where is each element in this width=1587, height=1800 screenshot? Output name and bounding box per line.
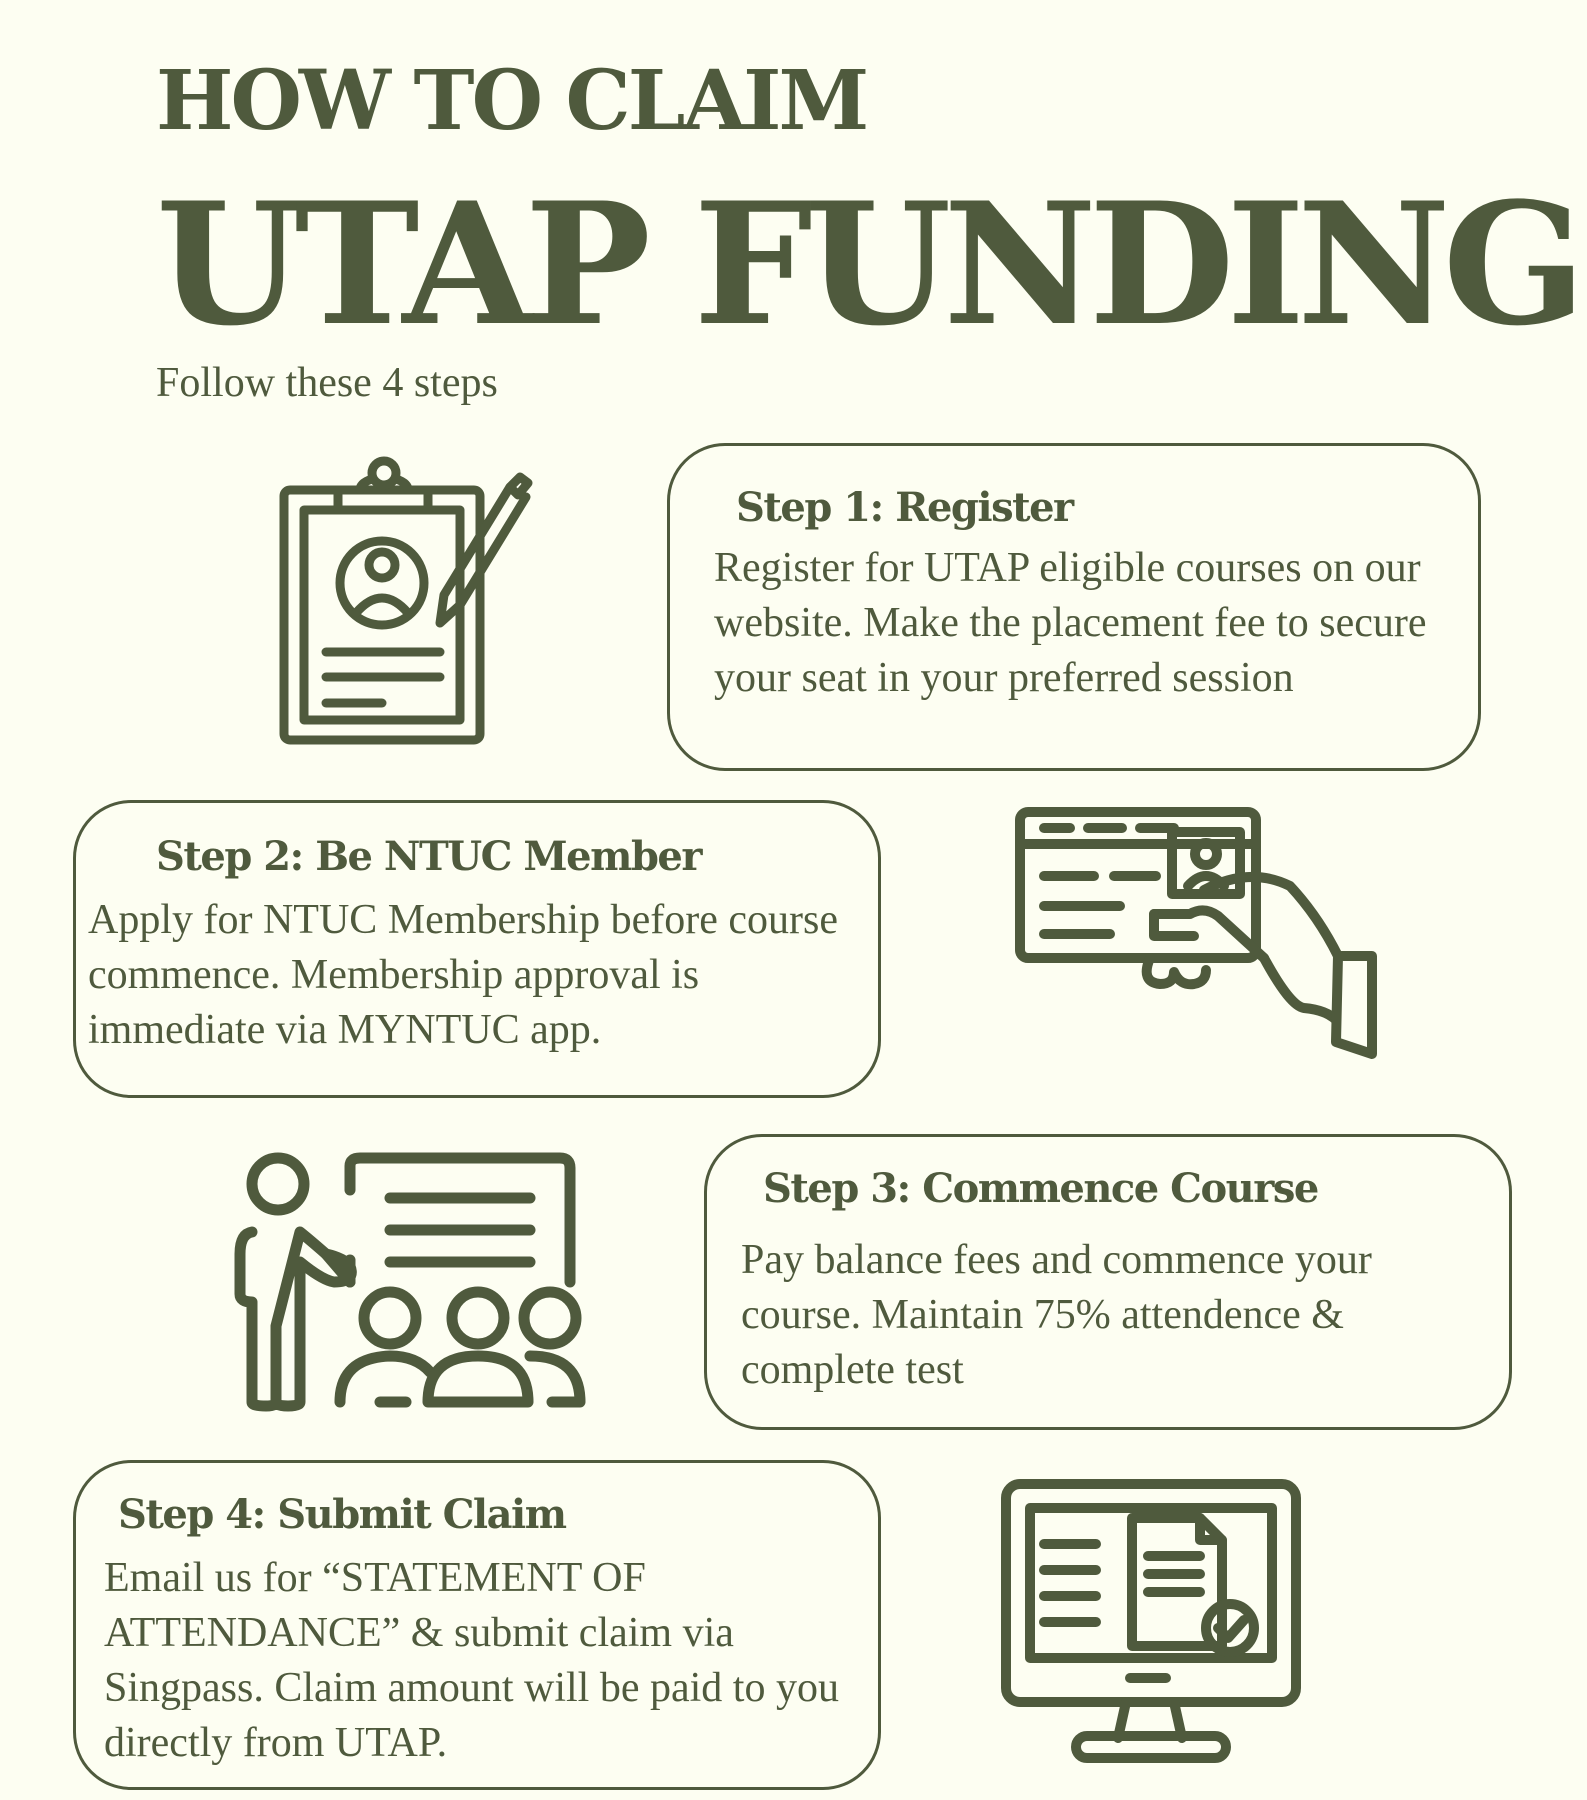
monitor-document-check-icon bbox=[1000, 1478, 1302, 1768]
title-line-2: UTAP FUNDING bbox=[156, 165, 1579, 363]
step-4-card bbox=[73, 1460, 881, 1790]
step-4-body: Email us for “STATEMENT OF ATTENDANCE” & submit claim via Singpass. Claim amount will be paid to you directly from UTAP. bbox=[104, 1555, 839, 1766]
step-4-title: Step 4: Submit Claim bbox=[118, 1491, 566, 1538]
step-1-body: Register for UTAP eligible courses on our website. Make the placement fee to secure your seat in your preferred session bbox=[714, 545, 1427, 701]
step-3-body: Pay balance fees and commence your course. Maintain 75% attendence & complete test bbox=[741, 1237, 1372, 1393]
hand-holding-id-card-icon bbox=[1014, 806, 1390, 1060]
step-2-card bbox=[73, 800, 881, 1098]
step-1-title: Step 1: Register bbox=[736, 484, 1073, 531]
step-1-card bbox=[667, 443, 1481, 771]
title-line-1: HOW TO CLAIM bbox=[156, 53, 867, 149]
step-2-title: Step 2: Be NTUC Member bbox=[156, 833, 701, 880]
subtitle: Follow these 4 steps bbox=[156, 360, 498, 406]
step-3-title: Step 3: Commence Course bbox=[763, 1165, 1318, 1212]
step-3-card bbox=[704, 1134, 1512, 1430]
teacher-presentation-icon bbox=[230, 1150, 586, 1412]
clipboard-profile-icon bbox=[278, 455, 538, 755]
step-2-body: Apply for NTUC Membership before course commence. Membership approval is immediate via MYNTUC app. bbox=[88, 897, 838, 1053]
